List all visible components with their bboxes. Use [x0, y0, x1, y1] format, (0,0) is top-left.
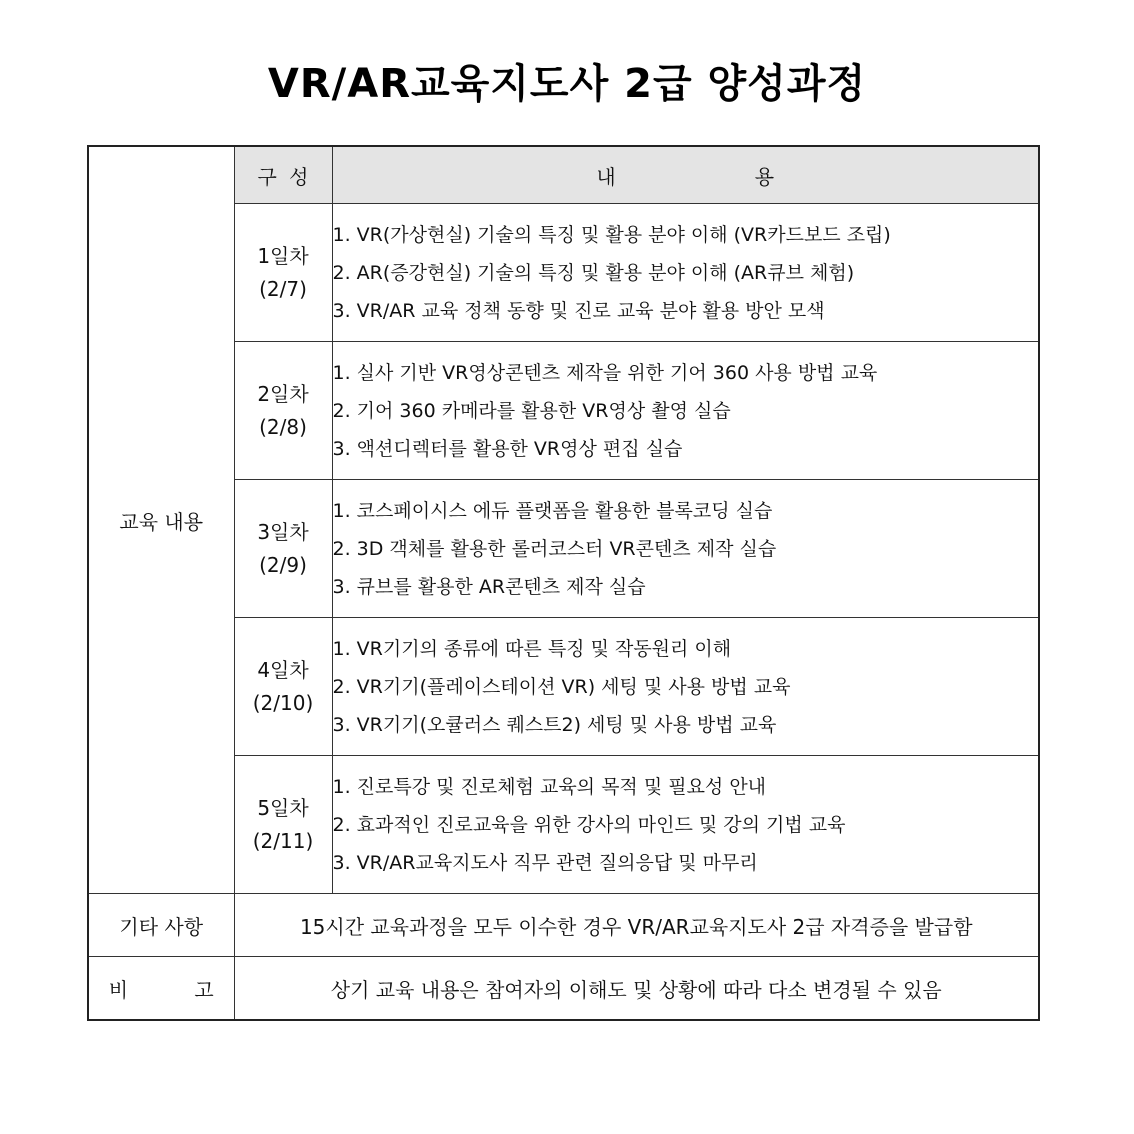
list-item: 1. 코스페이시스 에듀 플랫폼을 활용한 블록코딩 실습 [332, 499, 773, 522]
list-item: 1. 실사 기반 VR영상콘텐츠 제작을 위한 기어 360 사용 방법 교육 [332, 361, 878, 384]
remarks-row [88, 957, 1039, 1021]
list-item: 3. 액션디렉터를 활용한 VR영상 편집 실습 [332, 437, 683, 460]
day-label: 1일차 [257, 243, 309, 268]
day-cell [234, 756, 332, 894]
day-cell [234, 204, 332, 342]
list-item: 1. VR(가상현실) 기술의 특징 및 활용 분야 이해 (VR카드보드 조립) [332, 223, 891, 246]
list-item: 3. VR/AR 교육 정책 동향 및 진로 교육 분야 활용 방안 모색 [332, 299, 825, 322]
day-date: (2/7) [259, 276, 307, 301]
remarks-text: 상기 교육 내용은 참여자의 이해도 및 상황에 따라 다소 변경될 수 있음 [234, 957, 1039, 1021]
day-content [332, 342, 1039, 480]
list-item: 3. VR/AR교육지도사 직무 관련 질의응답 및 마무리 [332, 851, 758, 874]
day-label: 3일차 [257, 519, 309, 544]
header-content: 내 용 [332, 146, 1039, 204]
day-date: (2/10) [252, 690, 314, 715]
other-label: 기타 사항 [88, 894, 234, 957]
day-content [332, 480, 1039, 618]
header-composition: 구 성 [234, 146, 332, 204]
day-cell [234, 480, 332, 618]
category-cell: 교육 내용 [88, 146, 234, 894]
day-content [332, 618, 1039, 756]
table-header-row [88, 146, 1039, 204]
day-content [332, 756, 1039, 894]
list-item: 3. VR기기(오큘러스 퀘스트2) 세팅 및 사용 방법 교육 [332, 713, 777, 736]
course-table [87, 145, 1040, 1021]
day-label: 2일차 [257, 381, 309, 406]
other-text: 15시간 교육과정을 모두 이수한 경우 VR/AR교육지도사 2급 자격증을 발급함 [234, 894, 1039, 957]
day-date: (2/9) [259, 552, 307, 577]
remarks-label: 비 고 [88, 957, 234, 1021]
list-item: 3. 큐브를 활용한 AR콘텐츠 제작 실습 [332, 575, 646, 598]
list-item: 2. 3D 객체를 활용한 롤러코스터 VR콘텐츠 제작 실습 [332, 537, 777, 560]
day-cell [234, 342, 332, 480]
list-item: 1. VR기기의 종류에 따른 특징 및 작동원리 이해 [332, 637, 732, 660]
other-row [88, 894, 1039, 957]
day-label: 5일차 [257, 795, 309, 820]
list-item: 2. 효과적인 진로교육을 위한 강사의 마인드 및 강의 기법 교육 [332, 813, 846, 836]
day-cell [234, 618, 332, 756]
day-date: (2/8) [259, 414, 307, 439]
list-item: 2. 기어 360 카메라를 활용한 VR영상 촬영 실습 [332, 399, 731, 422]
list-item: 1. 진로특강 및 진로체험 교육의 목적 및 필요성 안내 [332, 775, 767, 798]
list-item: 2. VR기기(플레이스테이션 VR) 세팅 및 사용 방법 교육 [332, 675, 791, 698]
day-label: 4일차 [257, 657, 309, 682]
day-content [332, 204, 1039, 342]
page-title: VR/AR교육지도사 2급 양성과정 [267, 61, 867, 107]
list-item: 2. AR(증강현실) 기술의 특징 및 활용 분야 이해 (AR큐브 체험) [332, 261, 855, 284]
day-date: (2/11) [252, 828, 314, 853]
